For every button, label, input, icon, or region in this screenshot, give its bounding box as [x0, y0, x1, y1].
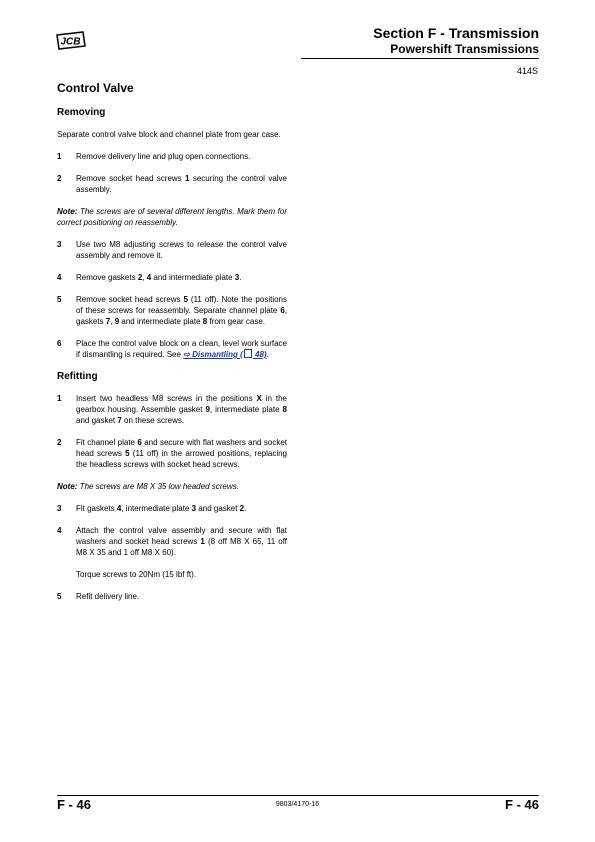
header-divider [301, 58, 539, 59]
removing-step-3 [57, 239, 287, 261]
removing-step-4 [57, 272, 287, 283]
step-text: Insert two headless M8 screws in the positions X in the gearbox housing. Assemble gasket 9, intermediate plate 8 and gasket 7 on these screws. [76, 394, 288, 425]
refitting-step-1 [57, 393, 287, 426]
refitting-note [57, 481, 287, 492]
refitting-step-2 [57, 437, 287, 470]
step-number: 4 [57, 273, 62, 282]
step-number: 6 [57, 339, 62, 348]
removing-step-2 [57, 173, 287, 195]
document-number: 9803/4170-16 [275, 801, 320, 808]
step-text: Place the control valve block on a clean, level work surface if dismantling is required. See ⇨ Dismantling ( 48). [76, 339, 287, 359]
note-label: Note: [57, 207, 78, 216]
step-text: Fit channel plate 6 and secure with flat washers and socket head screws 5 (11 off) in the arrowed positions, replacing the headless screws with socket head screws. [76, 438, 287, 469]
removing-heading: Removing [57, 107, 106, 118]
arrow-right-icon: ⇨ [183, 350, 190, 359]
step-number: 2 [57, 174, 62, 183]
refitting-step-5 [57, 591, 287, 602]
step-text: Attach the control valve assembly and secure with flat washers and socket head screws 1 (8 off M8 X 65, 11 off M8 X 35 and 1 off M8 X 60). [76, 526, 288, 557]
note-text: The screws are of several different lengths. Mark them for correct positioning on reassembly. [57, 207, 287, 227]
jcb-logo-text: JCB [60, 36, 81, 48]
section-subtitle: Powershift Transmissions [390, 42, 539, 56]
removing-step-5 [57, 294, 287, 327]
step-text: Remove gaskets 2, 4 and intermediate plate 3. [76, 273, 242, 282]
step-number: 5 [57, 592, 62, 601]
section-title: Section F - Transmission [373, 25, 539, 41]
step-text: Fit gaskets 4, intermediate plate 3 and gasket 2. [76, 504, 247, 513]
step-text: Use two M8 adjusting screws to release the control valve assembly and remove it. [76, 240, 287, 260]
step-number: 3 [57, 504, 62, 513]
step-text: Refit delivery line. [76, 592, 140, 601]
page-number-left: F - 46 [57, 797, 91, 812]
refitting-step-4 [57, 525, 287, 558]
model-number: 414S [516, 66, 538, 76]
removing-intro: Separate control valve block and channel plate from gear case. [57, 130, 281, 139]
step-text: Remove delivery line and plug open connections. [76, 152, 251, 161]
step-number: 3 [57, 240, 62, 249]
step-number: 2 [57, 438, 62, 447]
note-text: The screws are M8 X 35 low headed screws. [77, 482, 239, 491]
removing-step-6 [57, 338, 287, 360]
note-label: Note: [57, 482, 78, 491]
dismantling-link[interactable]: ⇨ Dismantling ( 48) [183, 350, 267, 359]
removing-step-1 [57, 151, 287, 162]
step-number: 4 [57, 526, 62, 535]
refitting-heading: Refitting [57, 371, 98, 382]
footer-divider [57, 795, 539, 796]
step-number: 5 [57, 295, 62, 304]
page-title: Control Valve [57, 81, 134, 95]
page-number-right: F - 46 [505, 797, 539, 812]
refitting-step-3 [57, 503, 287, 514]
page-ref-icon [244, 349, 252, 358]
torque-spec: Torque screws to 20Nm (15 lbf ft). [76, 570, 197, 579]
jcb-logo [55, 31, 86, 50]
main-column [57, 81, 287, 613]
step-text: Remove socket head screws 5 (11 off). Note the positions of these screws for reassembly. Separate channel plate 6, gaskets 7, 9 and intermediate plate 8 from gear case. [76, 295, 287, 326]
step-text: Remove socket head screws 1 securing the control valve assembly. [76, 174, 287, 194]
step-number: 1 [57, 152, 62, 161]
removing-note [57, 206, 287, 228]
step-number: 1 [57, 394, 62, 403]
